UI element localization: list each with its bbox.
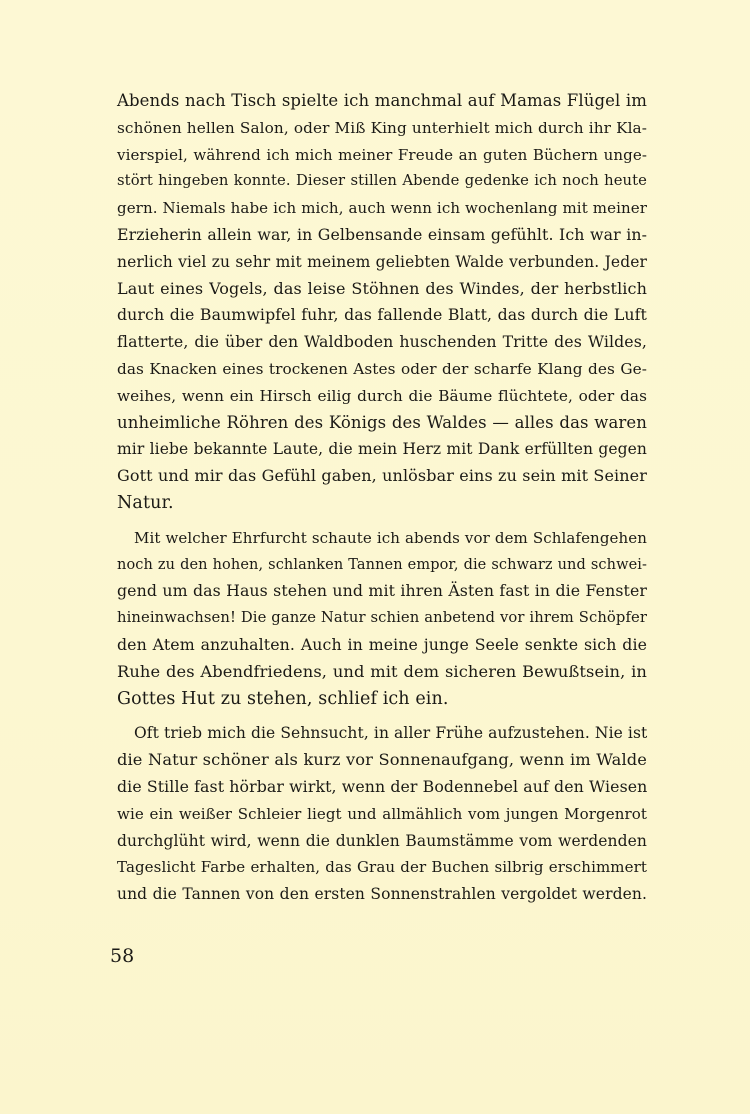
page-number: 58	[110, 945, 135, 967]
text-line: Natur.	[117, 492, 174, 513]
body-text	[117, 88, 647, 908]
text-line: flatterte, die über den Waldboden huschenden Tritte des Wildes,	[117, 332, 647, 352]
text-line: den Atem anzuhalten. Auch in meine junge Seele senkte sich die	[117, 634, 647, 654]
text-line: durch die Baumwipfel fuhr, das fallende Blatt, das durch die Luft	[117, 305, 647, 325]
text-line: Laut eines Vogels, das leise Stöhnen des Windes, der herbstlich	[117, 278, 647, 298]
text-line: das Knacken eines trockenen Astes oder der scharfe Klang des Ge-	[117, 359, 647, 378]
text-line: Gott und mir das Gefühl gaben, unlösbar eins zu sein mit Seiner	[117, 466, 647, 486]
text-line: Abends nach Tisch spielte ich manchmal auf Mamas Flügel im	[117, 91, 647, 110]
text-line: und die Tannen von den ersten Sonnenstrahlen vergoldet werden.	[117, 885, 647, 904]
text-line: noch zu den hohen, schlanken Tannen empor, die schwarz und schwei-	[117, 556, 647, 573]
text-line: stört hingeben konnte. Dieser stillen Abende gedenke ich noch heute	[117, 172, 647, 190]
paragraph-gap	[117, 712, 647, 720]
text-line: Tageslicht Farbe erhalten, das Grau der Buchen silbrig erschimmert	[117, 858, 647, 877]
paragraph-gap	[117, 517, 647, 525]
paragraph-2	[117, 525, 647, 713]
text-line: die Stille fast hörbar wirkt, wenn der Bodennebel auf den Wiesen	[117, 776, 648, 796]
paragraph-3	[117, 720, 647, 908]
text-line: unheimliche Röhren des Königs des Waldes — alles das waren	[117, 412, 647, 432]
text-line: vierspiel, während ich mich meiner Freude an guten Büchern unge-	[117, 145, 647, 164]
text-line: nerlich viel zu sehr mit meinem geliebten Walde verbunden. Jeder	[117, 252, 647, 271]
text-line: durchglüht wird, wenn die dunklen Baumstämme vom werdenden	[117, 831, 647, 850]
text-line: wie ein weißer Schleier liegt und allmählich vom jungen Morgenrot	[117, 804, 647, 823]
text-line: weihes, wenn ein Hirsch eilig durch die Bäume flüchtete, oder das	[117, 386, 647, 405]
text-line: Ruhe des Abendfriedens, und mit dem sicheren Bewußtsein, in	[117, 661, 647, 681]
text-line: hineinwachsen! Die ganze Natur schien anbetend vor ihrem Schöpfer	[117, 609, 647, 627]
text-line: Erzieherin allein war, in Gelbensande einsam gefühlt. Ich war in-	[117, 224, 647, 244]
text-line: Mit welcher Ehrfurcht schaute ich abends vor dem Schlafengehen	[134, 528, 647, 547]
text-line: schönen hellen Salon, oder Miß King unterhielt mich durch ihr Kla-	[117, 118, 647, 137]
text-line: gern. Niemals habe ich mich, auch wenn ich wochenlang mit meiner	[117, 199, 647, 218]
text-line: Oft trieb mich die Sehnsucht, in aller Frühe aufzustehen. Nie ist	[134, 724, 648, 743]
text-line: die Natur schöner als kurz vor Sonnenaufgang, wenn im Walde	[117, 750, 647, 770]
text-line: Gottes Hut zu stehen, schlief ich ein.	[117, 688, 449, 709]
text-line: mir liebe bekannte Laute, die mein Herz mit Dank erfüllten gegen	[117, 440, 647, 459]
text-line: gend um das Haus stehen und mit ihren Ästen fast in die Fenster	[117, 581, 647, 601]
paragraph-1	[117, 88, 647, 517]
